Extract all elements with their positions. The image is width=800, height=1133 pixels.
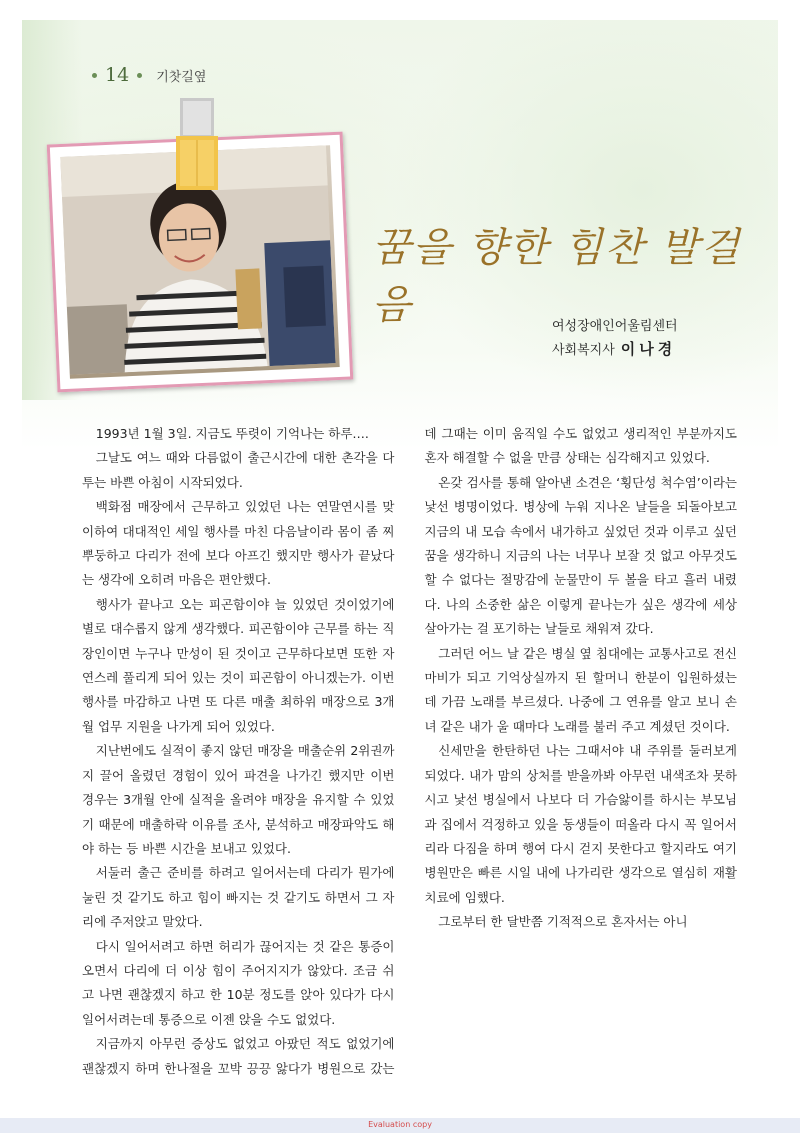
paragraph: 신세만을 한탄하던 나는 그때서야 내 주위를 둘러보게 되었다. 내가 맘의 상처를 받을까봐 아무런 내색조차 못하시고 낯선 병실에서 나보다 더 가슴앓이를 하시는 부모님과 집에서 걱정하고 있을 동생들이 떠올라 다시 꼭 일어서리라 다짐을 하며 행여 다시 걷지 못한다고 할지라도 여기 병원만은 빠른 시일 내에 나가리란 생각으로 열심히 재활치료에 임했다.	[424, 743, 737, 905]
page-number: 14	[105, 64, 130, 86]
author-organization: 여성장애인어울림센터	[552, 319, 678, 334]
clothespin-icon	[174, 98, 220, 190]
author-byline	[552, 316, 678, 362]
paragraph: 지난번에도 실적이 좋지 않던 매장을 매출순위 2위권까지 끌어 올렸던 경험이 있어 파견을 나가긴 했지만 이번 경우는 3개월 안에 실적을 올려야 매장을 유지할 수 있었기 때문에 매출하락 이유를 조사, 분석하고 매장파악도 해야 하는 등 바쁜 시간을 보내고 있었다.	[82, 743, 395, 856]
magazine-page	[22, 20, 778, 1110]
page-folio	[92, 64, 206, 86]
paragraph: 서둘러 출근 준비를 하려고 일어서는데 다리가 뭔가에 눌린 것 같기도 하고 힘이 빠지는 것 같기도 하면서 그 자리에 주저앉고 말았다.	[82, 865, 395, 930]
paragraph: 행사가 끝나고 오는 피곤함이야 늘 있었던 것이었기에 별로 대수롭지 않게 생각했다. 피곤함이야 근무를 하는 직장인이면 누구나 만성이 된 것이고 근무하다보면 또한 자연스레 풀리게 되어 있는 것이 피곤함이 아니겠는가. 이번 행사를 마감하고 나면 또 다른 매출 최하위 매장으로 3개월 업무 지원을 나가게 되어 있었다.	[82, 596, 395, 734]
paragraph: 지금까지 아무런 증상도 없었고 아팠던 적도 없었기에 괜찮겠지 하며 한나절을 꼬박 끙끙 앓다가 병원으로 갔는데 그때는 이미 움직일 수도 없었고 생리적인 부분까지도 혼자 해결할 수 없을 만큼 상태는 심각해지고 있었다.	[82, 426, 737, 1076]
section-title: 기찻길옆	[156, 69, 207, 85]
paragraph: 다시 일어서려고 하면 허리가 끊어지는 것 같은 통증이 오면서 다리에 더 이상 힘이 주어지지가 않았다. 조금 쉬고 나면 괜찮겠지 하고 한 10분 정도를 앉아 있다가 다시 일어서려는데 통증으로 이젠 앉을 수도 없었다.	[82, 938, 395, 1027]
evaluation-watermark: Evaluation copy	[368, 1120, 432, 1129]
paragraph: 그러던 어느 날 같은 병실 옆 침대에는 교통사고로 전신마비가 되고 기억상실까지 된 할머니 한분이 입원하셨는데 가끔 노래를 부르셨다. 나중에 그 연유를 알고 보니 손녀 같은 내가 울 때마다 노래를 불러 주고 계셨던 것이다.	[424, 645, 737, 734]
author-name: 이나경	[620, 340, 677, 358]
bullet-icon	[92, 73, 97, 78]
paragraph: 백화점 매장에서 근무하고 있었던 나는 연말연시를 맞이하여 대대적인 세일 행사를 마친 다음날이라 몸이 좀 찌뿌둥하고 다리가 전에 보다 아프긴 했지만 행사가 끝났다는 생각에 오히려 마음은 편안했다.	[82, 499, 395, 588]
paragraph: 1993년 1월 3일. 지금도 뚜렷이 기억나는 하루….	[95, 426, 369, 441]
author-role: 사회복지사	[552, 343, 615, 358]
article-title: 꿈을 향한 힘찬 발걸음	[372, 225, 742, 328]
bullet-icon	[137, 73, 142, 78]
paragraph: 온갖 검사를 통해 알아낸 소견은 ‘횡단성 척수염’이라는 낯선 병명이었다. 병상에 누워 지나온 날들을 되돌아보고 지금의 내 모습 속에서 내가하고 싶었던 것과 이루고 싶던 꿈을 생각하니 지금의 나는 너무나 보잘 것 없고 아무것도 할 수 없다는 절망감에 눈물만이 두 볼을 타고 흘러 내렸다. 나의 소중한 삶은 이렇게 끝나는가 싶은 생각에 세상 살아가는 걸 포기하는 날들로 채워져 갔다.	[424, 474, 737, 637]
paragraph: 그날도 여느 때와 다름없이 출근시간에 대한 촌각을 다투는 바쁜 아침이 시작되었다.	[82, 450, 395, 490]
paragraph: 그로부터 한 달반쯤 기적적으로 혼자서는 아니	[438, 914, 688, 930]
article-body	[82, 422, 737, 1102]
